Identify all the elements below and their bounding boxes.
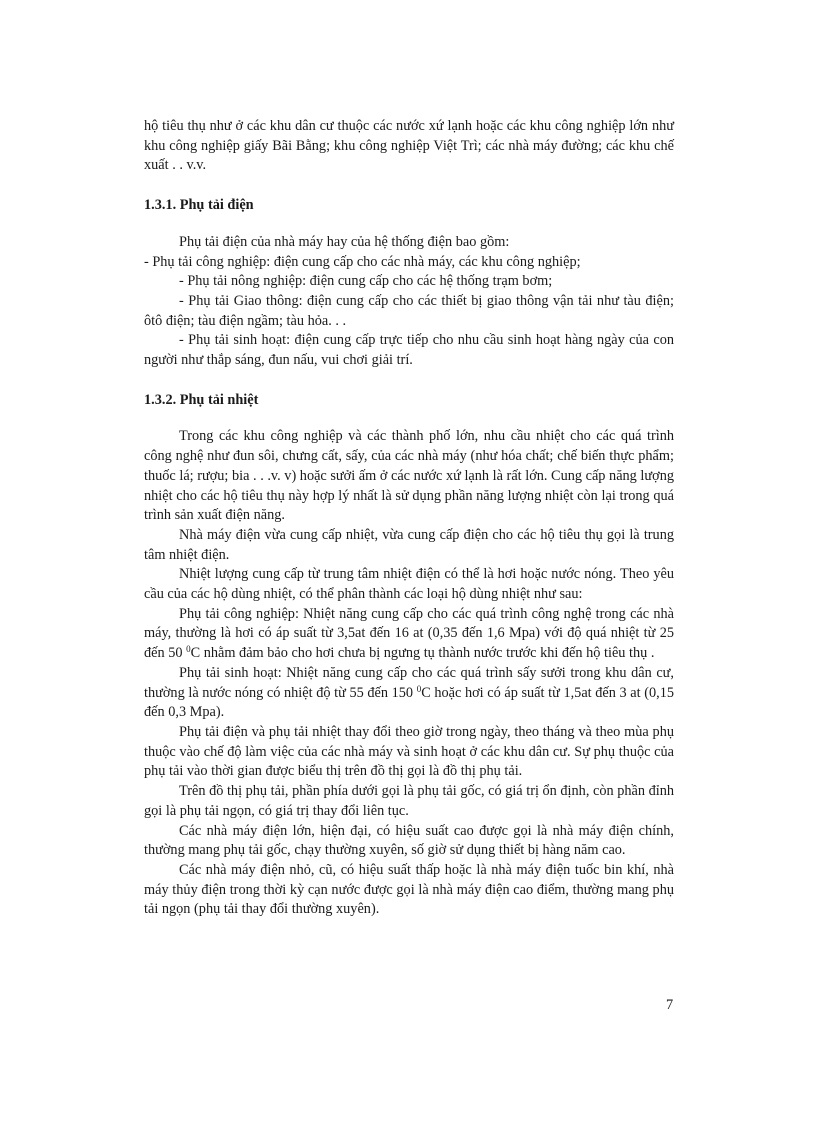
heat-paragraph-industrial [144, 605, 674, 664]
list-item-transport: - Phụ tải Giao thông: điện cung cấp cho các thiết bị giao thông vận tải như tàu điện; ôtô điện; tàu điện ngầm; tàu hỏa. . . [144, 292, 674, 329]
document-page [144, 117, 674, 920]
section-heading-electric-load: 1.3.1. Phụ tải điện [144, 197, 254, 214]
heat-paragraph-residential [144, 664, 674, 723]
heat-residential-text-a: Phụ tải sinh hoạt: Nhiệt năng cung cấp cho các quá trình sấy sưởi trong khu dân cư, thường là nước nóng có nhiệt độ từ 55 đến 150 [144, 664, 674, 701]
degree-superscript: 0 [186, 644, 191, 655]
page-number: 7 [666, 997, 674, 1013]
electric-load-lead: Phụ tải điện của nhà máy hay của hệ thống điện bao gồm: [179, 233, 510, 250]
heat-residential-text-b: C hoặc hơi có áp suất từ 1,5at đến 3 at (0,15 đến 0,3 Mpa). [144, 684, 674, 721]
heat-paragraph-2: Nhà máy điện vừa cung cấp nhiệt, vừa cung cấp điện cho các hộ tiêu thụ gọi là trung tâm nhiệt điện. [144, 526, 674, 563]
heat-paragraph-8: Các nhà máy điện lớn, hiện đại, có hiệu suất cao được gọi là nhà máy điện chính, thường mang phụ tải gốc, chạy thường xuyên, số giờ sử dụng thiết bị hàng năm cao. [144, 822, 674, 859]
heat-industrial-text-b: C nhằm đảm bảo cho hơi chưa bị ngưng tụ thành nước trước khi đến hộ tiêu thụ . [190, 645, 655, 662]
intro-paragraph: hộ tiêu thụ như ở các khu dân cư thuộc các nước xứ lạnh hoặc các khu công nghiệp lớn như khu công nghiệp giấy Bãi Bằng; khu công nghiệp Việt Trì; các nhà máy đường; các khu chế xuất . . v.v. [144, 118, 674, 174]
degree-superscript: 0 [416, 683, 422, 694]
heat-paragraph-9: Các nhà máy điện nhỏ, cũ, có hiệu suất thấp hoặc là nhà máy điện tuốc bin khí, nhà máy thủy điện trong thời kỳ cạn nước được gọi là nhà máy điện cao điểm, thường mang phụ tải ngọn (phụ tải thay đổi thường xuyên). [144, 861, 674, 918]
heat-paragraph-1: Trong các khu công nghiệp và các thành phố lớn, nhu cầu nhiệt cho các quá trình công nghệ như đun sôi, chưng cất, sấy, của các nhà máy (như hóa chất; chế biến thực phẩm; thuốc lá; rượu; bia . . .v. v) hoặc sưởi ấm ở các nước xứ lạnh là rất lớn. Cung cấp năng lượng nhiệt cho các hộ tiêu thụ này hợp lý nhất là sử dụng phần năng lượng nhiệt còn lại trong quá trình sản xuất điện năng. [144, 428, 674, 524]
list-item-industrial: - Phụ tải công nghiệp: điện cung cấp cho các nhà máy, các khu công nghiệp; [144, 253, 581, 270]
heat-industrial-text-a: Phụ tải công nghiệp: Nhiệt năng cung cấp cho các quá trình công nghệ trong các nhà máy, thường là hơi có áp suất từ 3,5at đến 16 at (0,35 đến 1,6 Mpa) với độ quá nhiệt từ 25 đến 50 [144, 605, 674, 662]
list-item-residential: - Phụ tải sinh hoạt: điện cung cấp trực tiếp cho nhu cầu sinh hoạt hàng ngày của con người như thắp sáng, đun nấu, vui chơi giải trí. [144, 332, 674, 369]
heat-paragraph-6: Phụ tải điện và phụ tải nhiệt thay đổi theo giờ trong ngày, theo tháng và theo mùa phụ thuộc vào chế độ làm việc của các nhà máy và sinh hoạt ở các khu dân cư. Sự phụ thuộc của phụ tải vào thời gian được biểu thị trên đồ thị gọi là đồ thị phụ tải. [144, 723, 674, 780]
list-item-agricultural: - Phụ tải nông nghiệp: điện cung cấp cho các hệ thống trạm bơm; [179, 273, 553, 290]
section-heading-heat-load: 1.3.2. Phụ tải nhiệt [144, 391, 259, 408]
heat-paragraph-3: Nhiệt lượng cung cấp từ trung tâm nhiệt điện có thể là hơi hoặc nước nóng. Theo yêu cầu của các hộ dùng nhiệt, có thể phân thành các loại hộ dùng nhiệt như sau: [144, 566, 674, 603]
heat-paragraph-7: Trên đồ thị phụ tải, phần phía dưới gọi là phụ tải gốc, có giá trị ổn định, còn phần đỉnh gọi là phụ tải ngọn, có giá trị thay đổi liên tục. [144, 783, 674, 819]
